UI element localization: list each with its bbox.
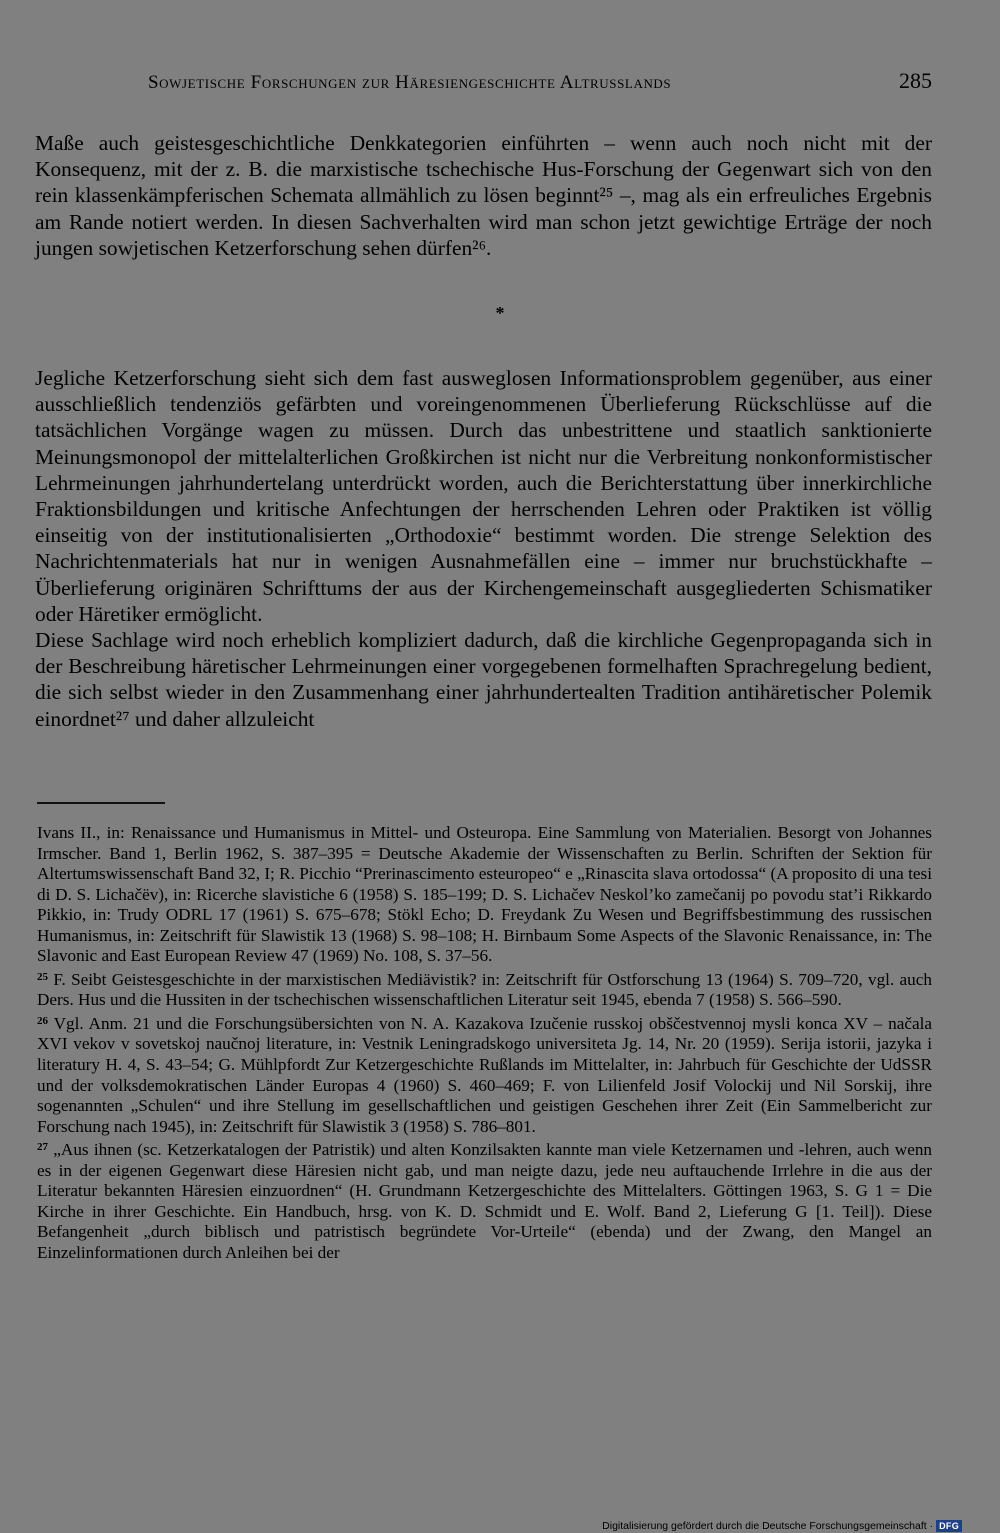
- footnote-25-text: F. Seibt Geistesgeschichte in der marxistischen Mediävistik? in: Zeitschrift für Ostforschung 13 (1964) S. 709–720, vgl. auch Ders. Hus und die Hussiten in der tschechischen wissenschaftlichen Literatur seit 1945, ebenda 7 (1958) S. 566–590.: [37, 969, 932, 1010]
- footnote-rule: [37, 802, 165, 804]
- footnotes: [37, 823, 932, 1263]
- paragraph-1: Maße auch geistesgeschichtliche Denkkategorien einführten – wenn auch noch nicht mit der Konsequenz, mit der z. B. die marxistische tschechische Hus-Forschung der Gegenwart sich von den rein klassenkämpferischen Schemata allmählich zu lösen beginnt²⁵ –, mag als ein erfreuliches Ergebnis am Rande notiert werden. In diesen Sachverhalten wird man schon jetzt gewichtige Erträge der noch jungen sowjetischen Ketzerforschung sehen dürfen²⁶.: [35, 131, 932, 260]
- footnote-continued: Ivans II., in: Renaissance und Humanismus in Mittel- und Osteuropa. Eine Sammlung von Materialien. Besorgt von Johannes Irmscher. Band 1, Berlin 1962, S. 387–395 = Deutsche Akademie der Wissenschaften zu Berlin. Schriften der Sektion für Altertumswissenschaft Band 32, I; R. Picchio “Prerinascimento esteuropeo“ e „Rinascita slava ortodossa“ (A proposito di una tesi di D. S. Lichačëv), in: Ricerche slavistiche 6 (1958) S. 185–199; D. S. Lichačev Neskol’ko zamečanij po povodu stat’i Rikkardo Pikkio, in: Trudy ODRL 17 (1961) S. 675–678; Stökl Echo; D. Freydank Zu Wesen und Begriffsbestimmung des russischen Humanismus, in: Zeitschrift für Slawistik 13 (1968) S. 98–108; H. Birnbaum Some Aspects of the Slavonic Renaissance, in: The Slavonic and East European Review 47 (1969) No. 108, S. 37–56.: [37, 823, 932, 966]
- running-title: Sowjetische Forschungen zur Häresiengeschichte Altrusslands: [148, 72, 672, 93]
- body-text-main: [35, 365, 932, 732]
- footnote-26-text: Vgl. Anm. 21 und die Forschungsübersichten von N. A. Kazakova Izučenie russkoj obščestvennoj mysli konca XV – načala XVI vekov v sovetskoj naučnoj literature, in: Vestnik Leningradskogo universiteta Jg. 14, Nr. 20 (1959). Serija istorii, jazyka i literatury H. 4, S. 43–54; G. Mühlpfordt Zur Ketzergeschichte Rußlands im Mittelalter, in: Jahrbuch für Geschichte der UdSSR und der volksdemokratischen Länder Europas 4 (1960) S. 460–469; F. von Lilienfeld Josif Volockij und Nil Sorskij, ihre sogenannten „Schulen“ und ihre Stellung im gesellschaftlichen und geistigen Geschehen ihrer Zeit (Ein Sammelbericht zur Forschung nach 1945), in: Zeitschrift für Slawistik 3 (1958) S. 786–801.: [37, 1013, 932, 1136]
- footnote-27-text: „Aus ihnen (sc. Ketzerkatalogen der Patristik) und alten Konzilsakten kannte man viele Ketzernamen und -lehren, auch wenn es in der eigenen Gegenwart diese Häresien nicht gab, und man neigte dazu, jede neu auftauchende Irrlehre in die aus der Literatur bekannten Häresien einzuordnen“ (H. Grundmann Ketzergeschichte des Mittelalters. Göttingen 1963, S. G 1 = Die Kirche in ihrer Geschichte. Ein Handbuch, hrsg. von K. D. Schmidt und E. Wolf. Band 2, Lieferung G [1. Teil]). Diese Befangenheit „durch biblisch und patristisch begründete Vor-Urteile“ (ebenda) und der Zwang, den Mangel an Einzelinformationen durch Anleihen bei der: [37, 1140, 933, 1262]
- running-header: [35, 68, 932, 104]
- footnote-27-number: 27: [37, 1141, 48, 1154]
- body-text-top: [35, 130, 932, 261]
- paragraph-3: Diese Sachlage wird noch erheblich kompliziert dadurch, daß die kirchliche Gegenpropaganda sich in der Beschreibung häretischer Lehrmeinungen einer vorgegebenen formelhaften Sprachregelung bedient, die sich selbst wieder in den Zusammenhang einer jahrhundertealten Tradition antihäretischer Polemik einordnet²⁷ und daher allzuleicht: [35, 628, 932, 731]
- section-separator-asterisk: *: [495, 303, 505, 323]
- dfg-logo: DFG: [936, 1520, 962, 1532]
- paragraph-2: Jegliche Ketzerforschung sieht sich dem fast ausweglosen Informationsproblem gegenüber, aus einer ausschließlich tendenziös gefärbten und voreingenommenen Überlieferung Rückschlüsse auf die tatsächlichen Vorgänge wagen zu müssen. Durch das unbestrittene und staatlich sanktionierte Meinungsmonopol der mittelalterlichen Großkirchen ist nicht nur die Verbreitung nonkonformistischer Lehrmeinungen jahrhundertelang unterdrückt worden, auch die Berichterstattung über innerkirchliche Fraktionsbildungen und kritische Anfechtungen der herrschenden Lehren oder Praktiken ist völlig einseitig von der institutionalisierten „Orthodoxie“ bestimmt worden. Die strenge Selektion des Nachrichtenmaterials hat nur in wenigen Ausnahmefällen eine – immer nur bruchstückhafte – Überlieferung originären Schrifttums der aus der Kirchengemeinschaft ausgegliederten Schismatiker oder Häretiker ermöglicht.: [35, 366, 932, 626]
- digitization-credit: [602, 1520, 962, 1532]
- footnote-27: [37, 1137, 932, 1263]
- footnote-26: [37, 1011, 932, 1137]
- footnote-25: [37, 967, 932, 1011]
- page-number: 285: [899, 68, 932, 93]
- footnote-25-number: 25: [37, 970, 48, 983]
- digitization-credit-text: Digitalisierung gefördert durch die Deutsche Forschungsgemeinschaft ·: [602, 1520, 934, 1532]
- footnote-26-number: 26: [37, 1014, 48, 1027]
